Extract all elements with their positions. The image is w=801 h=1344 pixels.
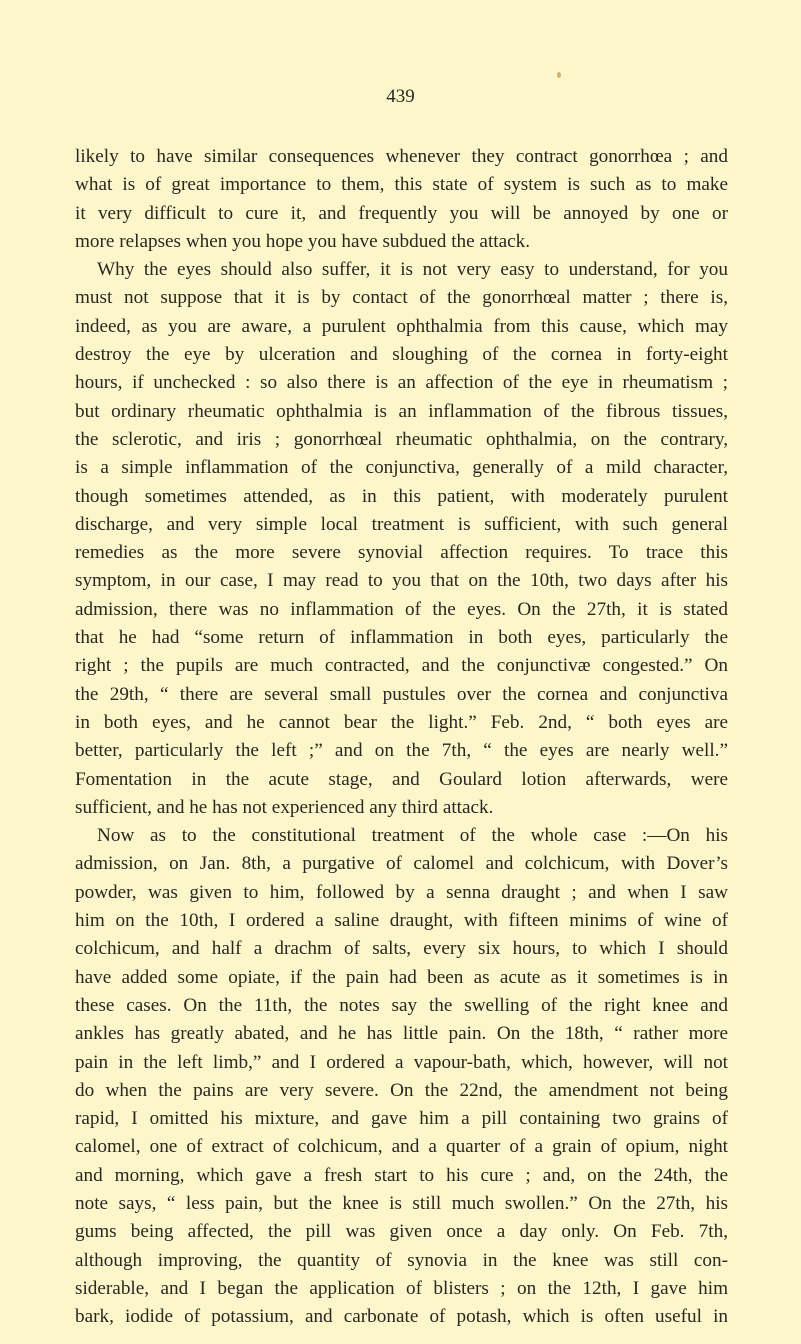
text-line: Fomentation in the acute stage, and Goulard lotion afterwards, were xyxy=(75,768,728,790)
text-line: remedies as the more severe synovial affection requires. To trace this xyxy=(75,542,728,564)
text-line: must not suppose that it is by contact of the gonorrhœal matter ; there is, xyxy=(75,287,728,309)
text-line: the 29th, “ there are several small pustules over the cornea and conjunctiva xyxy=(75,683,728,705)
text-line: pain in the left limb,” and I ordered a vapour-bath, which, however, will not xyxy=(75,1051,728,1073)
text-line: these cases. On the 11th, the notes say the swelling of the right knee and xyxy=(75,994,728,1016)
text-line: sufficient, and he has not experienced any third attack. xyxy=(75,796,494,818)
text-line: Why the eyes should also suffer, it is not very easy to understand, for you xyxy=(97,259,728,281)
text-line: is a simple inflammation of the conjunctiva, generally of a mild character, xyxy=(75,457,728,479)
text-line: admission, on Jan. 8th, a purgative of calomel and colchicum, with Dover’s xyxy=(75,853,728,875)
text-line: in both eyes, and he cannot bear the light.” Feb. 2nd, “ both eyes are xyxy=(75,711,728,733)
text-line: do when the pains are very severe. On the 22nd, the amendment not being xyxy=(75,1079,728,1101)
text-line: siderable, and I began the application of blisters ; on the 12th, I gave him xyxy=(75,1277,728,1299)
text-line: symptom, in our case, I may read to you that on the 10th, two days after his xyxy=(75,570,728,592)
text-line: but ordinary rheumatic ophthalmia is an inflammation of the fibrous tissues, xyxy=(75,400,728,422)
text-line: Now as to the constitutional treatment of the whole case :—On his xyxy=(97,825,728,847)
page-number: 439 xyxy=(386,86,415,107)
text-line: rapid, I omitted his mixture, and gave him a pill containing two grains of xyxy=(75,1108,728,1130)
text-line: the sclerotic, and iris ; gonorrhœal rheumatic ophthalmia, on the contrary, xyxy=(75,428,728,450)
text-line: indeed, as you are aware, a purulent ophthalmia from this cause, which may xyxy=(75,315,728,337)
text-line: him on the 10th, I ordered a saline draught, with fifteen minims of wine of xyxy=(75,910,728,932)
text-line: have added some opiate, if the pain had been as acute as it sometimes is in xyxy=(75,966,728,988)
text-line: and morning, which gave a fresh start to his cure ; and, on the 24th, the xyxy=(75,1164,728,1186)
text-line: ankles has greatly abated, and he has little pain. On the 18th, “ rather more xyxy=(75,1023,728,1045)
text-line: what is of great importance to them, this state of system is such as to make xyxy=(75,174,728,196)
text-line: bark, iodide of potassium, and carbonate of potash, which is often useful in xyxy=(75,1306,728,1328)
text-line: better, particularly the left ;” and on the 7th, “ the eyes are nearly well.” xyxy=(75,740,728,762)
text-line: more relapses when you hope you have subdued the attack. xyxy=(75,230,531,252)
text-line: admission, there was no inflammation of the eyes. On the 27th, it is stated xyxy=(75,598,728,620)
text-line: discharge, and very simple local treatment is sufficient, with such general xyxy=(75,513,728,535)
text-line: right ; the pupils are much contracted, and the conjunctivæ congested.” On xyxy=(75,655,728,677)
text-line: although improving, the quantity of synovia in the knee was still con- xyxy=(75,1249,728,1271)
text-line: likely to have similar consequences whenever they contract gonorrhœa ; and xyxy=(75,146,728,167)
text-line: that he had “some return of inflammation in both eyes, particularly the xyxy=(75,627,728,649)
paper-stain xyxy=(557,72,561,78)
text-line: calomel, one of extract of colchicum, and a quarter of a grain of opium, night xyxy=(75,1136,728,1158)
text-line: gums being affected, the pill was given once a day only. On Feb. 7th, xyxy=(75,1221,728,1243)
text-line: powder, was given to him, followed by a senna draught ; and when I saw xyxy=(75,881,728,903)
text-line: it very difficult to cure it, and frequently you will be annoyed by one or xyxy=(75,202,728,224)
text-line: note says, “ less pain, but the knee is still much swollen.” On the 27th, his xyxy=(75,1192,728,1214)
body-text xyxy=(75,143,728,1331)
text-line: hours, if unchecked : so also there is an affection of the eye in rheumatism ; xyxy=(75,372,728,394)
text-line: though sometimes attended, as in this patient, with moderately purulent xyxy=(75,485,728,507)
text-line: destroy the eye by ulceration and sloughing of the cornea in forty-eight xyxy=(75,344,728,366)
text-line: colchicum, and half a drachm of salts, every six hours, to which I should xyxy=(75,938,728,960)
